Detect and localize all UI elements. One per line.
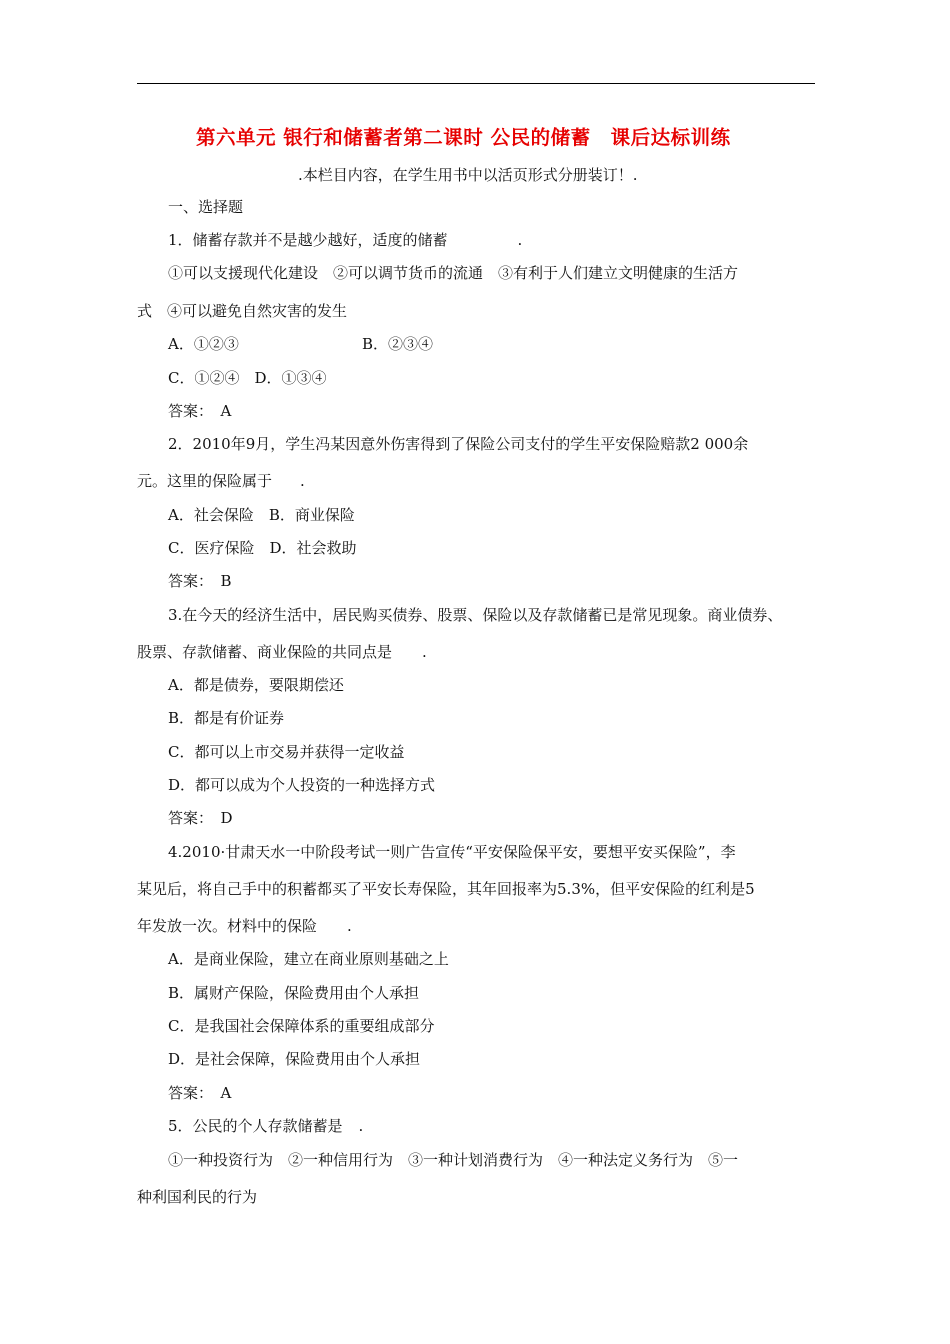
header-rule [137, 83, 815, 84]
question-4-blank: . [347, 917, 352, 935]
question-5-options-line-1: ①一种投资行为 ②一种信用行为 ③一种计划消费行为 ④一种法定义务行为 ⑤一 [168, 1151, 739, 1169]
question-4-line-2: 某见后，将自己手中的积蓄都买了平安长寿保险，其年回报率为5.3%，但平安保险的红利是5 [137, 880, 755, 898]
question-2-blank: . [300, 472, 305, 490]
question-1-answer: 答案： A [168, 402, 232, 420]
question-3-choice-c: C．都可以上市交易并获得一定收益 [168, 743, 405, 761]
question-4-line-1: 4.2010·甘肃天水一中阶段考试一则广告宣传“平安保险保平安，要想平安买保险”，李 [168, 843, 736, 861]
question-4-choice-a: A．是商业保险，建立在商业原则基础之上 [168, 950, 449, 968]
question-5-blank: . [358, 1117, 364, 1135]
question-4-choice-d: D．是社会保障，保险费用由个人承担 [168, 1050, 421, 1068]
question-1-options-line-2: 式 ④可以避免自然灾害的发生 [137, 302, 348, 320]
question-2-line-1: 2．2010年9月，学生冯某因意外伤害得到了保险公司支付的学生平安保险赔款2 000余 [168, 435, 749, 453]
question-4-choice-c: C．是我国社会保障体系的重要组成部分 [168, 1017, 435, 1035]
question-5-options-line-2: 种利国利民的行为 [137, 1188, 258, 1206]
question-3-answer: 答案： D [168, 809, 233, 827]
question-4-answer: 答案： A [168, 1084, 232, 1102]
question-3-choice-d: D．都可以成为个人投资的一种选择方式 [168, 776, 436, 794]
question-4-text: 年发放一次。材料中的保险 [137, 917, 318, 935]
question-2-answer: 答案： B [168, 572, 232, 590]
question-2-choice-cd: C．医疗保险 D．社会救助 [168, 539, 357, 557]
question-5-text: 5．公民的个人存款储蓄是 [168, 1117, 343, 1135]
question-3-line-2 [137, 641, 427, 663]
question-3-text: 股票、存款储蓄、商业保险的共同点是 [137, 643, 393, 661]
question-1-text: 1．储蓄存款并不是越少越好，适度的储蓄 [168, 231, 448, 249]
question-4-choice-b: B．属财产保险，保险费用由个人承担 [168, 984, 420, 1002]
question-3-line-1: 3.在今天的经济生活中，居民购买债券、股票、保险以及存款储蓄已是常见现象。商业债券、 [168, 606, 783, 624]
question-1-choice-cd: C．①②④ D．①③④ [168, 369, 327, 387]
question-1-stem [168, 229, 522, 251]
question-2-line-2 [137, 470, 305, 492]
binding-note: .本栏目内容，在学生用书中以活页形式分册装订！. [298, 166, 638, 184]
question-1-choice-a: A．①②③ [168, 335, 239, 353]
question-5-stem [168, 1115, 363, 1137]
question-3-blank: . [422, 643, 427, 661]
question-1-options-line-1: ①可以支援现代化建设 ②可以调节货币的流通 ③有利于人们建立文明健康的生活方 [168, 264, 739, 282]
section-heading: 一、选择题 [168, 198, 244, 216]
page-title: 第六单元 银行和储蓄者第二课时 公民的储蓄 课后达标训练 [196, 126, 731, 149]
question-1-blank: . [517, 231, 523, 249]
question-2-choice-ab: A．社会保险 B．商业保险 [168, 506, 355, 524]
question-3-choice-b: B．都是有价证券 [168, 709, 285, 727]
question-4-line-3 [137, 915, 352, 937]
question-2-text: 元。这里的保险属于 [137, 472, 273, 490]
question-1-choice-b: B．②③④ [362, 335, 434, 353]
question-3-choice-a: A．都是债券，要限期偿还 [168, 676, 344, 694]
